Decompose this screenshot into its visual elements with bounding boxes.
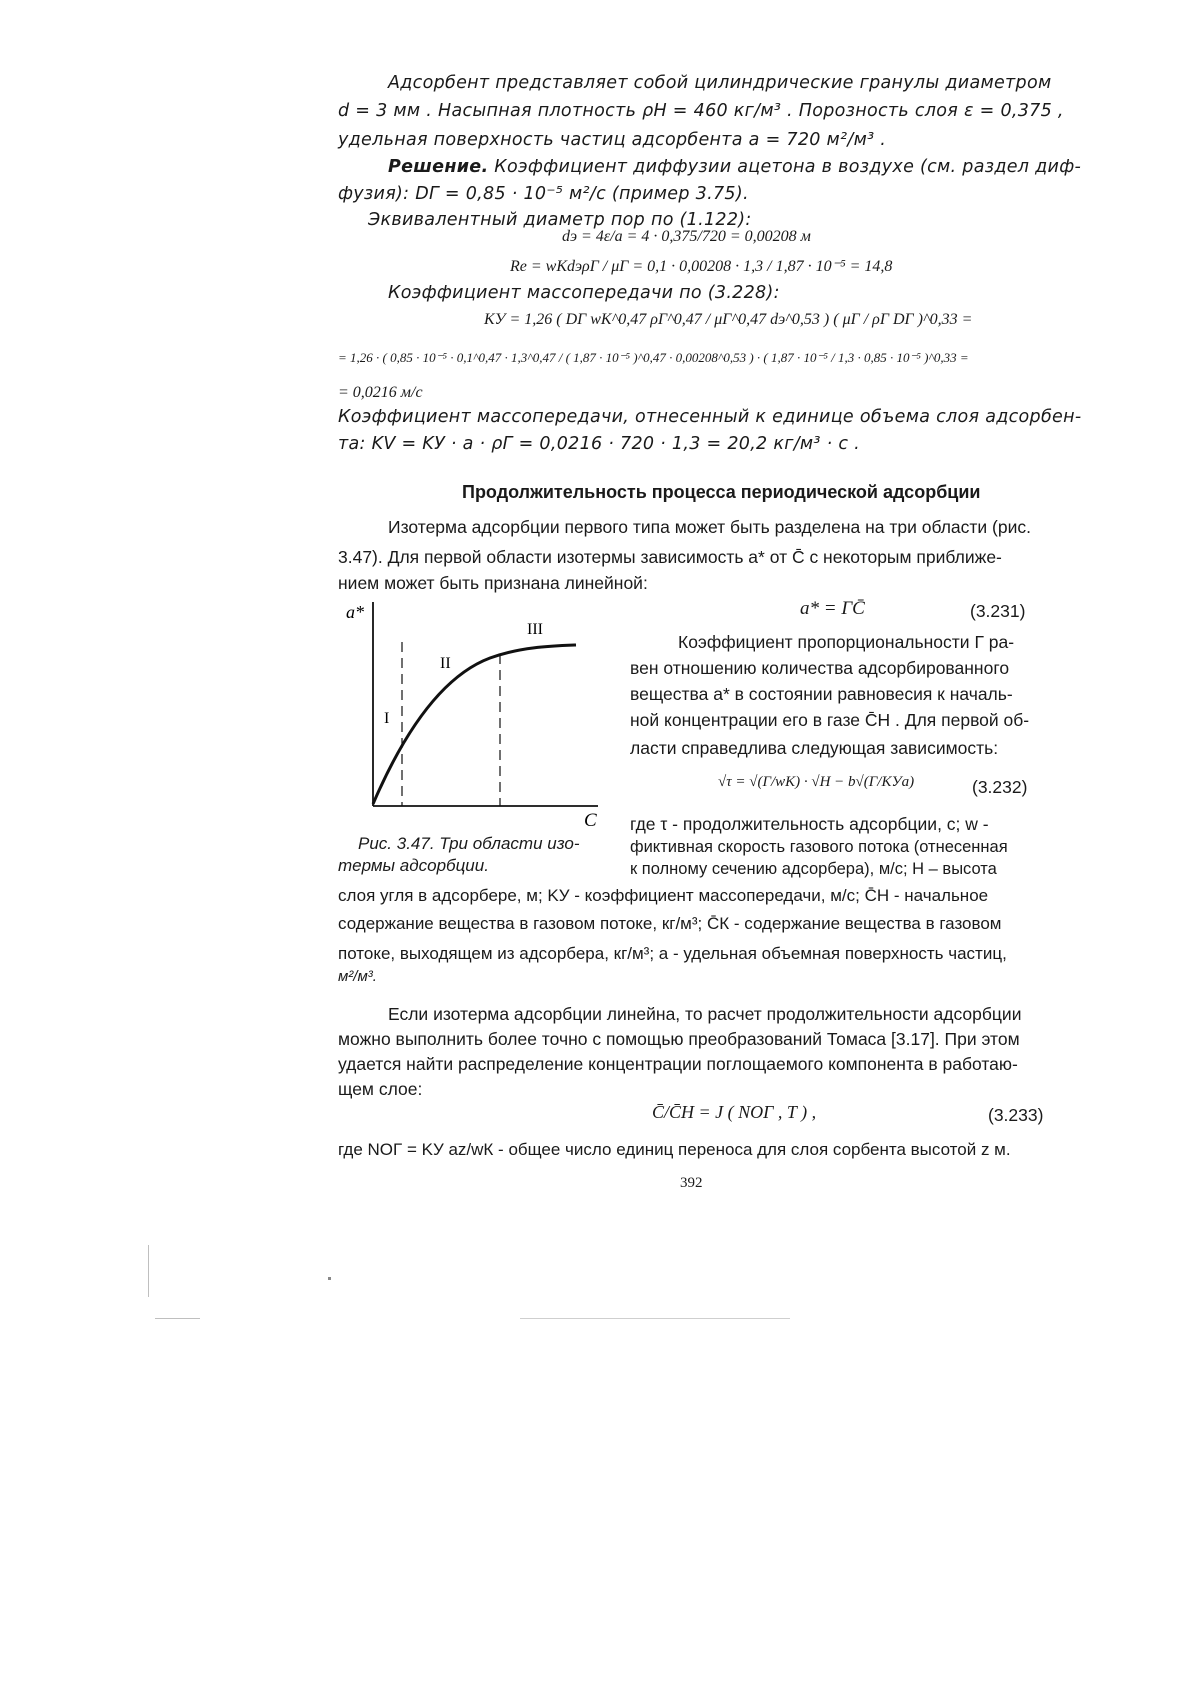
paragraph-2-line-3: удается найти распределение концентрации поглощаемого компонента в работаю- — [338, 1054, 1018, 1074]
where-line-1: где τ - продолжительность адсорбции, с; w - — [630, 814, 989, 834]
isotherm-curve — [373, 645, 576, 804]
figure-y-axis-label: a* — [346, 602, 364, 622]
where-line-2: фиктивная скорость газового потока (отнесенная — [630, 838, 1008, 856]
solution-line-6: та: KV = KУ · a · ρГ = 0,0216 · 720 · 1,3 = 20,2 кг/м³ · с . — [338, 434, 860, 454]
right-column-line-1: Коэффициент пропорциональности Г ра- — [678, 632, 1015, 652]
solution-line-3: Эквивалентный диаметр пор по (1.122): — [368, 210, 752, 230]
intro-line-1: Адсорбент представляет собой цилиндрические гранулы диаметром — [388, 73, 1052, 93]
where-line-3: к полному сечению адсорбера), м/с; H – высота — [630, 860, 997, 878]
intro-line-2: d = 3 мм . Насыпная плотность ρН = 460 кг/м³ . Порозность слоя ε = 0,375 , — [338, 101, 1064, 121]
equation-3-232-number: (3.232) — [972, 777, 1028, 797]
where-line-4: слоя угля в адсорбере, м; KУ - коэффициент массопередачи, м/с; C̄Н - начальное — [338, 886, 989, 905]
scan-artifact-left — [155, 1318, 200, 1319]
equation-3-232: √τ = √(Г/wК) · √H − b√(Г/KУa) — [718, 774, 915, 790]
intro-line-3: удельная поверхность частиц адсорбента a = 720 м²/м³ . — [338, 130, 887, 150]
last-line: где NОГ = KУ az/wК - общее число единиц переноса для слоя сорбента высотой z м. — [338, 1140, 1011, 1159]
right-column-line-2: вен отношению количества адсорбированного — [630, 658, 1010, 678]
section-paragraph-line-3: нием может быть признана линейной: — [338, 573, 648, 593]
where-line-5: содержание вещества в газовом потоке, кг/м³; C̄К - содержание вещества в газовом — [338, 914, 1002, 933]
equation-ky: KУ = 1,26 ( DГ wК^0,47 ρГ^0,47 / μГ^0,47 dэ^0,53 ) ( μГ / ρГ DГ )^0,33 = — [484, 311, 973, 328]
scan-artifact-dot — [328, 1277, 331, 1280]
right-column-line-4: ной концентрации его в газе C̄Н . Для первой об- — [630, 710, 1030, 730]
solution-label: Решение. — [388, 157, 489, 177]
region-label-3: III — [527, 621, 543, 638]
equation-3-233-number: (3.233) — [988, 1105, 1044, 1125]
isotherm-figure — [340, 598, 600, 833]
equation-3-231-number: (3.231) — [970, 601, 1026, 621]
solution-line-4: Коэффициент массопередачи по (3.228): — [388, 283, 780, 303]
scan-artifact-vertical — [148, 1245, 149, 1297]
where-line-6: потоке, выходящем из адсорбера, кг/м³; a - удельная объемная поверхность частиц, — [338, 944, 1007, 963]
right-column-line-3: вещества a* в состоянии равновесия к началь- — [630, 684, 1013, 704]
solution-line-2: фузия): DГ = 0,85 · 10⁻⁵ м²/с (пример 3.75). — [338, 184, 749, 204]
scan-artifact-bottom — [520, 1318, 790, 1319]
equation-dekv: dэ = 4ε/a = 4 · 0,375/720 = 0,00208 м — [562, 228, 811, 245]
section-paragraph-line-2: 3.47). Для первой области изотермы зависимость a* от C̄ с некоторым приближе- — [338, 547, 1002, 567]
solution-line-5: Коэффициент массопередачи, отнесенный к единице объема слоя адсорбен- — [338, 407, 1082, 427]
equation-3-233: C̄/C̄Н = J ( NОГ , T ) , — [652, 1102, 817, 1122]
paragraph-2-line-2: можно выполнить более точно с помощью преобразований Томаса [3.17]. При этом — [338, 1029, 1020, 1049]
page-number: 392 — [680, 1175, 703, 1191]
region-label-2: II — [440, 655, 451, 672]
figure-x-axis-label: C — [584, 810, 597, 831]
equation-3-231: a* = ΓC̄ — [800, 598, 865, 619]
figure-caption-line-1: Рис. 3.47. Три области изо- — [358, 834, 580, 853]
paragraph-2-line-1: Если изотерма адсорбции линейна, то расчет продолжительности адсорбции — [388, 1004, 1022, 1024]
figure-caption-line-2: термы адсорбции. — [338, 856, 489, 875]
equation-reynolds: Re = wКdэρГ / μГ = 0,1 · 0,00208 · 1,3 / 1,87 · 10⁻⁵ = 14,8 — [510, 258, 893, 275]
section-paragraph-line-1: Изотерма адсорбции первого типа может быть разделена на три области (рис. — [388, 517, 1031, 537]
solution-line-1 — [388, 157, 1081, 177]
solution-line-1-text: Коэффициент диффузии ацетона в воздухе (см. раздел диф- — [488, 157, 1082, 177]
region-label-1: I — [384, 710, 390, 727]
equation-ky-numeric: = 1,26 · ( 0,85 · 10⁻⁵ · 0,1^0,47 · 1,3^0,47 / ( 1,87 · 10⁻⁵ )^0,47 · 0,00208^0,53 ) · ( 1,87 · 10⁻⁵ / 1,3 · 0,85 · 10⁻⁵ )^0,33 = — [338, 350, 969, 365]
right-column-line-5: ласти справедлива следующая зависимость: — [630, 738, 999, 758]
paragraph-2-line-4: щем слое: — [338, 1079, 423, 1099]
where-line-7: м²/м³. — [338, 968, 377, 985]
equation-ky-result: = 0,0216 м/с — [338, 384, 423, 401]
section-heading: Продолжительность процесса периодической адсорбции — [462, 482, 981, 502]
